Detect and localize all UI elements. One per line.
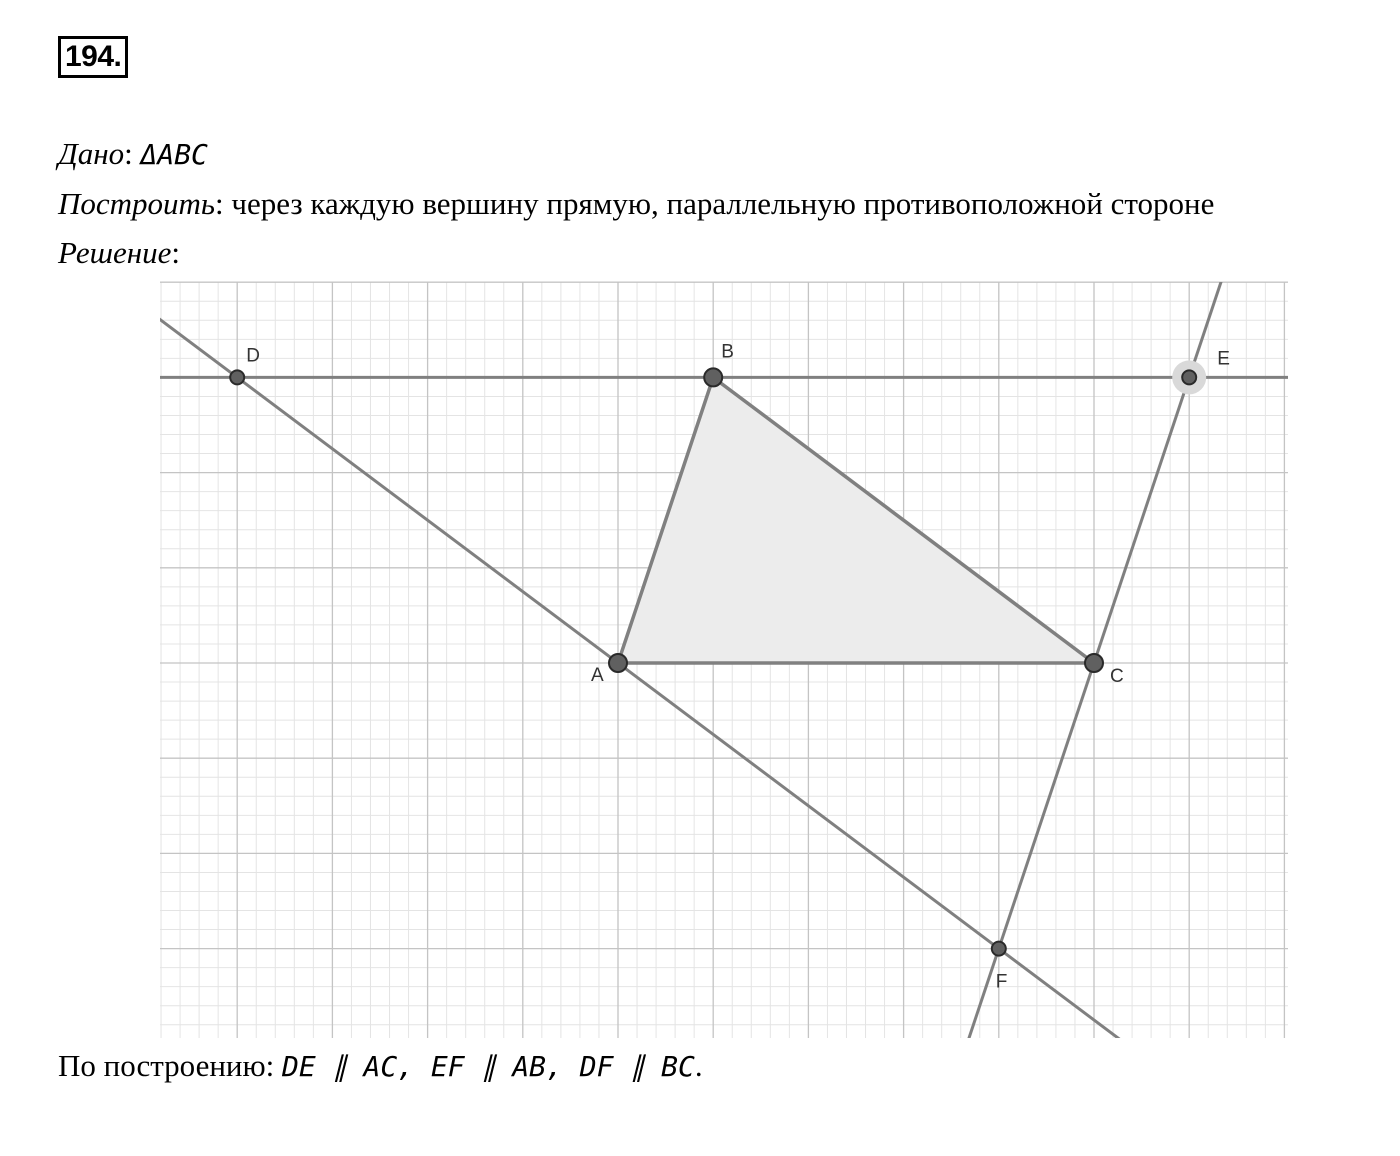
point-f [992, 942, 1006, 956]
point-b [704, 368, 722, 386]
point-d-label: D [246, 345, 260, 367]
construct-text: через каждую вершину прямую, параллельную противоположной стороне [231, 186, 1215, 221]
problem-number: 194. [58, 36, 128, 78]
conclusion-end: . [694, 1048, 703, 1083]
triangle-abc-fill [618, 377, 1094, 663]
construct-colon: : [215, 186, 232, 221]
construct-label: Построить [58, 186, 216, 221]
point-a [609, 654, 627, 672]
point-c [1085, 654, 1103, 672]
given-colon: : [124, 136, 141, 171]
point-a-label: A [591, 665, 604, 686]
point-c-label: C [1110, 666, 1124, 687]
point-f-label: F [995, 971, 1008, 993]
point-d [230, 370, 244, 384]
conclusion-line [58, 1048, 703, 1084]
point-e [1182, 370, 1196, 384]
conclusion-prefix: По построению: [58, 1048, 283, 1083]
solution-label: Решение [58, 235, 172, 270]
conclusion-expression: DE ∥ AC, EF ∥ AB, DF ∥ BC [282, 1050, 695, 1083]
point-e-label: E [1217, 348, 1230, 370]
solution-colon: : [171, 235, 180, 270]
given-value: ΔABC [140, 138, 208, 171]
point-b-label: B [721, 341, 734, 363]
given-label: Дано [58, 136, 125, 171]
